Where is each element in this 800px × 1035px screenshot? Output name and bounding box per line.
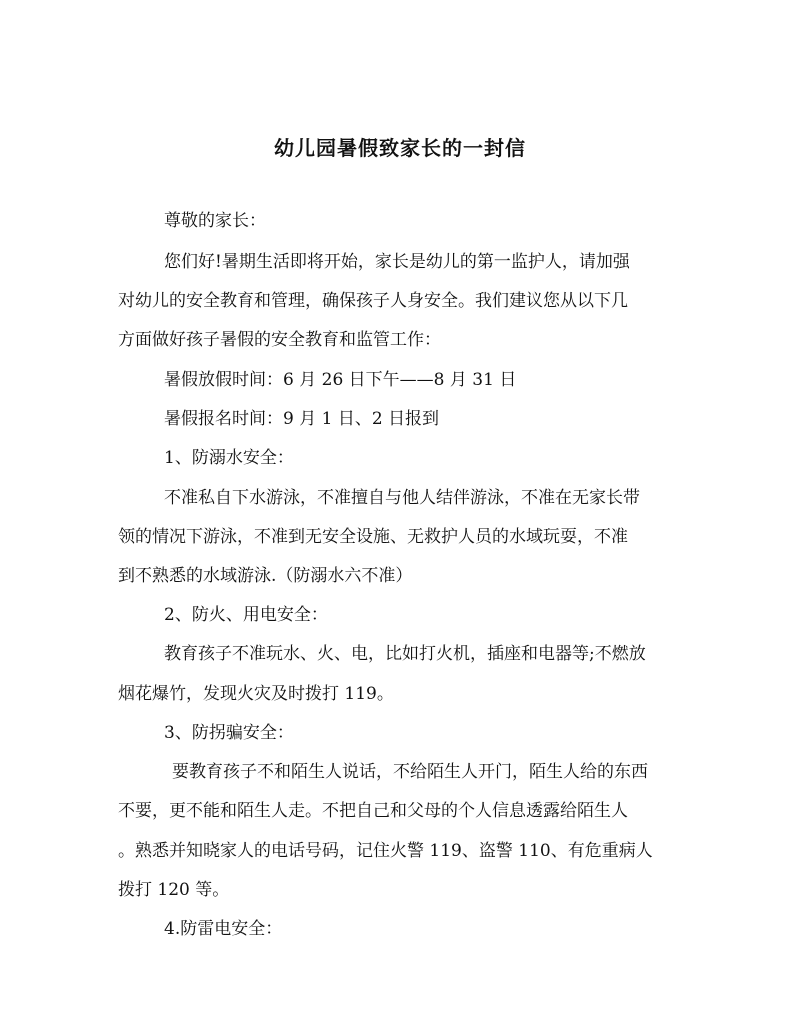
section-heading: 1、防溺水安全： [164,448,294,468]
paragraph-line: 。熟悉并知晓家人的电话号码，记住火警 119、盗警 110、有危重病人 [118,841,653,861]
paragraph-line: 对幼儿的安全教育和管理，确保孩子人身安全。我们建议您从以下几 [118,291,628,311]
document-title: 幼儿园暑假致家长的一封信 [274,136,526,160]
registration-dates: 暑假报名时间：9 月 1 日、2 日报到 [164,409,440,429]
section-heading: 2、防火、用电安全： [164,605,328,625]
paragraph-line: 要教育孩子不和陌生人说话，不给陌生人开门，陌生人给的东西 [172,762,648,782]
paragraph-line: 不要，更不能和陌生人走。不把自己和父母的个人信息透露给陌生人 [118,801,628,821]
paragraph-line: 您们好!暑期生活即将开始，家长是幼儿的第一监护人，请加强 [164,252,630,272]
paragraph-line: 不准私自下水游泳，不准擅自与他人结伴游泳，不准在无家长带 [164,488,640,508]
salutation: 尊敬的家长： [164,211,266,231]
section-heading: 4.防雷电安全： [164,919,283,939]
paragraph-line: 拨打 120 等。 [118,880,230,900]
section-heading: 3、防拐骗安全： [164,723,294,743]
paragraph-line: 烟花爆竹，发现火灾及时拨打 119。 [118,684,394,704]
paragraph-line: 教育孩子不准玩水、火、电，比如打火机，插座和电器等;不燃放 [164,644,646,664]
paragraph-line: 方面做好孩子暑假的安全教育和监管工作： [118,330,441,350]
paragraph-line: 到不熟悉的水域游泳.（防溺水六不准） [118,566,413,586]
paragraph-line: 领的情况下游泳，不准到无安全设施、无救护人员的水域玩耍，不准 [118,527,628,547]
holiday-dates: 暑假放假时间：6 月 26 日下午——8 月 31 日 [164,370,517,390]
